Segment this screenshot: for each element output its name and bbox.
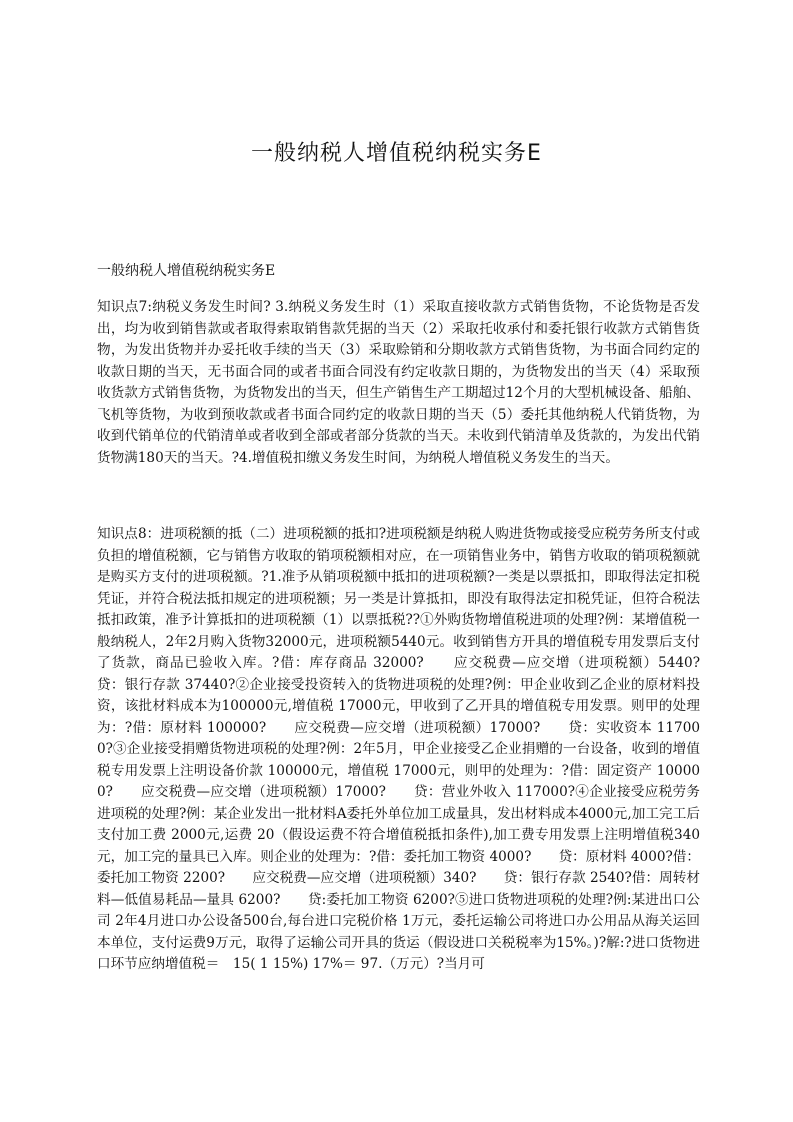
document-title: 一般纳税人增值税纳税实务E — [251, 141, 542, 166]
paragraph-knowledge-point-8: 知识点8：进项税额的抵（二）进项税额的抵扣?进项税额是纳税人购进货物或接受应税劳务所支付或负担的增值税额，它与销售方收取的销项税额相对应，在一项销售业务中，销售方收取的销项税额就是购买方支付的进项税额。?1.准予从销项税额中抵扣的进项税额?一类是以票抵扣，即取得法定扣税凭证，并符合税法抵扣规定的进项税额；另一类是计算抵扣，即没有取得法定扣税凭证，但符合税法抵扣政策，准予计算抵扣的进项税额（1）以票抵税??①外购货物增值税进项的处理?例：某增值税一般纳税人，2年2月购入货物32000元，进项税额5440元。收到销售方开具的增值税专用发票后支付了货款，商品已验收入库。?借：库存商品 32000? 应交税费—应交增（进项税额）5440? 贷：银行存款 37440?②企业接受投资转入的货物进项税的处理?例：甲企业收到乙企业的原材料投资，该批材料成本为100000元,增值税 17000元，甲收到了乙开具的增值税专用发票。则甲的处理为：?借：原材料 100000? 应交税费—应交增（进项税额）17000? 贷：实收资本 117000?③企业接受捐赠货物进项税的处理?例：2年5月，甲企业接受乙企业捐赠的一台设备，收到的增值税专用发票上注明设备价款 100000元，增值税 17000元，则甲的处理为：?借：固定资产 100000? 应交税费—应交增（进项税额）17000? 贷：营业外收入 117000?④企业接受应税劳务进项税的处理?例：某企业发出一批材料A委托外单位加工成量具，发出材料成本4000元,加工完工后支付加工费 2000元,运费 20（假设运费不符合增值税抵扣条件),加工费专用发票上注明增值税340元，加工完的量具已入库。则企业的处理为：?借：委托加工物资 4000? 贷：原材料 4000?借：委托加工物资 2200? 应交税费—应交增（进项税额）340? 贷：银行存款 2540?借：周转材料—低值易耗品—量具 6200? 贷:委托加工物资 6200?⑤进口货物进项税的处理?例:某进出口公司 2年4月进口办公设备500台,每台进口完税价格 1万元，委托运输公司将进口办公用品从海关运回本单位，支付运费9万元，取得了运输公司开具的货运（假设进口关税税率为15%。)?解:?进口货物进口环节应纳增值税＝ 15( 1 15%) 17%＝ 97.（万元）?当月可 — [97, 526, 728, 972]
paragraph-knowledge-point-7: 知识点7:纳税义务发生时间? 3.纳税义务发生时（1）采取直接收款方式销售货物，不论货物是否发出，均为收到销售款或者取得索取销售款凭据的当天（2）采取托收承付和委托银行收款方式销售货物，为发出货物并办妥托收手续的当天（3）采取赊销和分期收款方式销售货物，为书面合同约定的收款日期的当天，无书面合同的或者书面合同没有约定收款日期的，为货物发出的当天（4）采取预收货款方式销售货物，为货物发出的当天，但生产销售生产工期超过12个月的大型机械设备、船舶、飞机等货物，为收到预收款或者书面合同约定的收款日期的当天（5）委托其他纳税人代销货物，为收到代销单位的代销清单或者收到全部或者部分货款的当天。未收到代销清单及货款的，为发出代销货物满180天的当天。?4.增值税扣缴义务发生时间，为纳税人增值税义务发生的当天。 — [97, 299, 700, 466]
document-subtitle: 一般纳税人增值税纳税实务E — [97, 263, 276, 279]
